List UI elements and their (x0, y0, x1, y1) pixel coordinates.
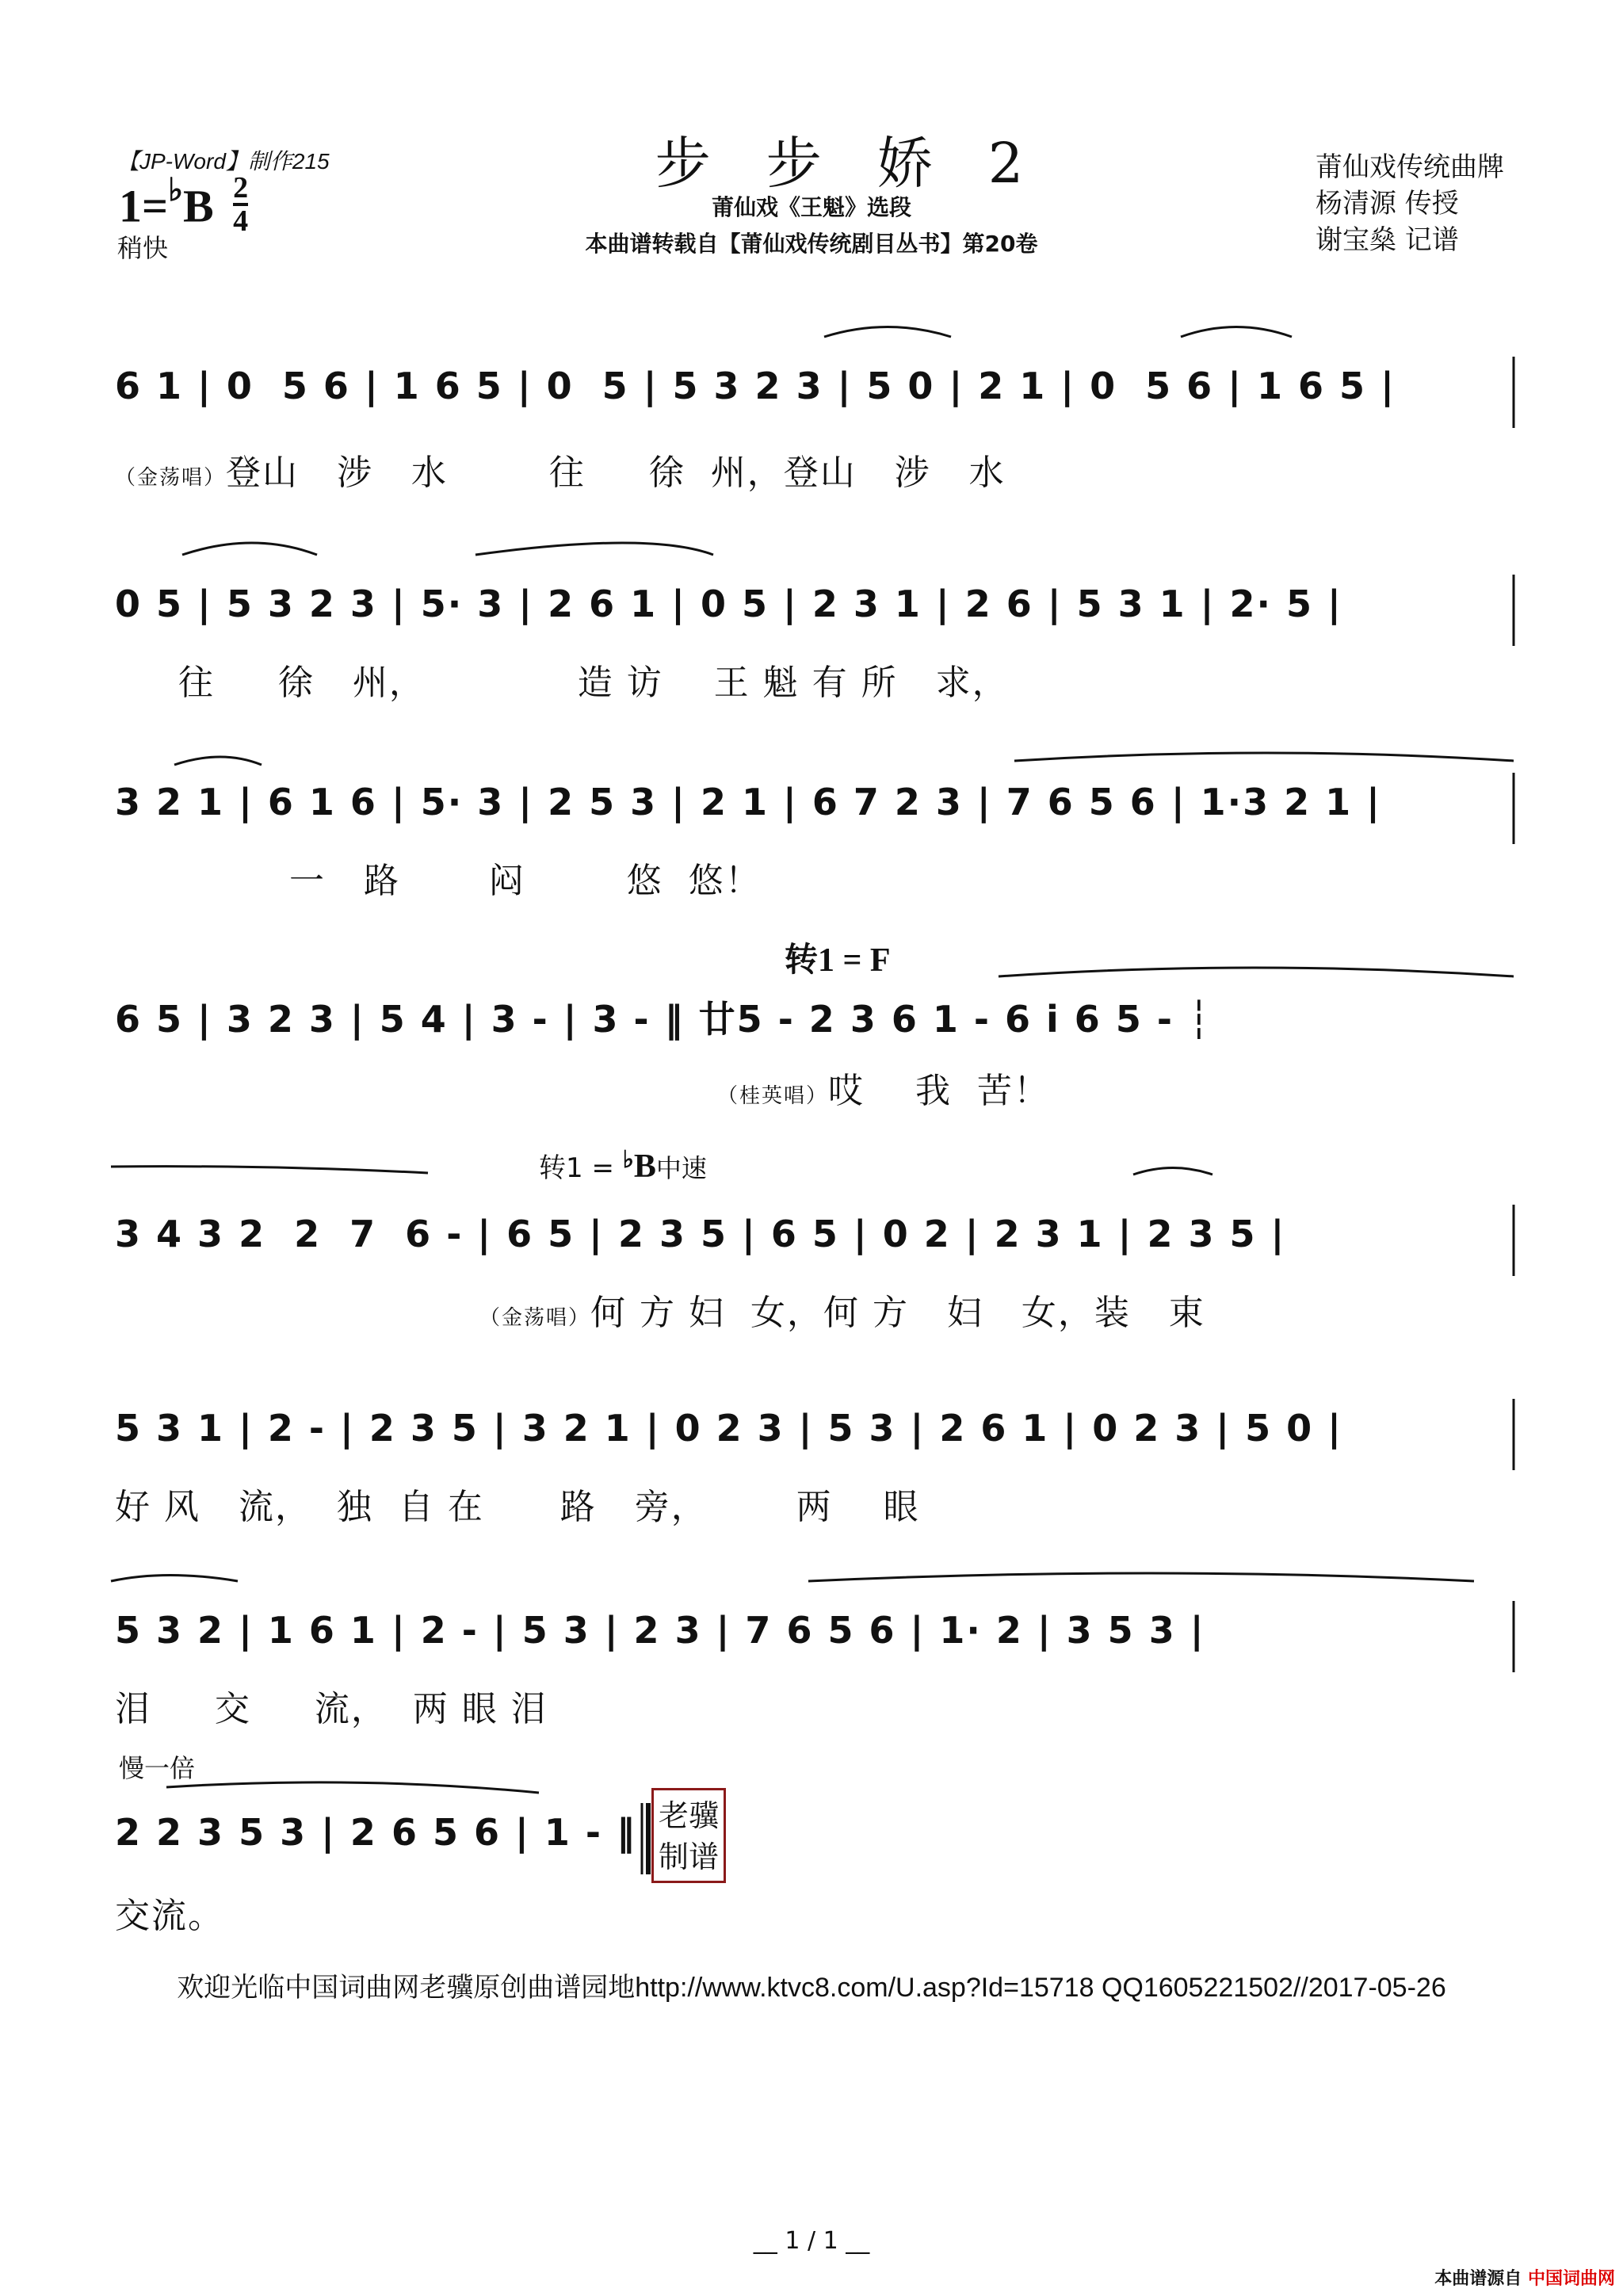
lyrics-text: 哎 我 苦！ (828, 1071, 1050, 1111)
notation-line: 6 1 | 0 5 6 | 1 6 5 | 0 5 | 5 3 2 3 | 5 0 | 2 1 | 0 5 6 | 1 6 5 | (115, 365, 1396, 407)
notation-line: 3 4 3 2 2 7 6 - | 6 5 | 2 3 5 | 6 5 | 0 2 | 2 3 1 | 2 3 5 | (115, 1213, 1286, 1255)
lyrics-text: 好 风 流， 独 自 在 路 旁， 两 眼 (115, 1487, 920, 1527)
source-note: 本曲谱转载自【莆仙戏传统剧目丛书】第20卷 (585, 231, 1038, 257)
flat-sign: ♭ (168, 172, 183, 208)
corner-text: 本曲谱源自 (1434, 2269, 1522, 2289)
notation-line: 3 2 1 | 6 1 6 | 5· 3 | 2 5 3 | 2 1 | 6 7 2 3 | 7 6 5 6 | 1·3 2 1 | (115, 781, 1381, 823)
page-title: 步步娇2 (655, 131, 1079, 196)
lyrics-text: 往 徐 州， 造 访 王 魁 有 所 求， (178, 663, 1009, 703)
notation-line: 5 3 1 | 2 - | 2 3 5 | 3 2 1 | 0 2 3 | 5 3 | 2 6 1 | 0 2 3 | 5 0 | (115, 1407, 1342, 1450)
notation-line: 5 3 2 | 1 6 1 | 2 - | 5 3 | 2 3 | 7 6 5 6 | 1· 2 | 3 5 3 | (115, 1609, 1205, 1652)
singer-label: （金荡唱） (115, 466, 227, 490)
lyrics-text: 泪 交 流， 两 眼 泪 (115, 1689, 548, 1729)
lyrics-text: 交流。 (115, 1896, 224, 1936)
credit-transcriber: 谢宝燊 记谱 (1316, 224, 1459, 256)
tempo-mark: 稍快 (117, 233, 169, 263)
welcome-footer: 欢迎光临中国词曲网老骥原创曲谱园地http://www.ktvc8.com/U.asp?Id=15718 QQ1605221502//2017-05-26 (177, 1973, 1446, 2003)
lyrics-text: 一 路 闷 悠 悠！ (289, 861, 762, 901)
modulation-key-label: 转1 = (539, 1152, 623, 1184)
subtitle: 莆仙戏《王魁》选段 (711, 194, 911, 220)
notation-line: 6 5 | 3 2 3 | 5 4 | 3 - | 3 - ‖ 廿5 - 2 3 6 1 - 6 i 6 5 - ┆ (115, 998, 1212, 1041)
stamp-line-1: 老骥 (658, 1798, 719, 1833)
stamp-line-2: 制谱 (658, 1839, 719, 1874)
notation-line: 0 5 | 5 3 2 3 | 5· 3 | 2 6 1 | 0 5 | 2 3 1 | 2 6 | 5 3 1 | 2· 5 | (115, 583, 1342, 625)
key-label: 1= (119, 180, 169, 232)
singer-label: （桂英唱） (717, 1084, 829, 1108)
modulation-text: 转1 = F (785, 942, 891, 979)
key-note: B (182, 180, 214, 232)
modulation-tempo: 中速 (655, 1153, 707, 1183)
notation-line: 2 2 3 5 3 | 2 6 5 6 | 1 - ‖ (115, 1811, 636, 1854)
slurs (111, 327, 1514, 1794)
time-denominator: 4 (233, 204, 249, 238)
time-numerator: 2 (233, 171, 249, 204)
barlines (642, 357, 1514, 1874)
modulation-key-note: B (633, 1148, 656, 1185)
singer-label: （金荡唱） (479, 1306, 591, 1330)
credit-genre: 莆仙戏传统曲牌 (1316, 151, 1504, 183)
lyrics-text: 何 方 妇 女，何 方 妇 女，装 束 (590, 1293, 1205, 1333)
maker-label: 【JP-Word】制作215 (117, 149, 330, 174)
corner-site: 中国词曲网 (1527, 2269, 1615, 2289)
flat-sign: ♭ (622, 1147, 634, 1173)
tempo-slow-mark: 慢一倍 (119, 1753, 196, 1783)
page-number: __ 1 / 1 __ (753, 2227, 870, 2255)
credit-teacher: 杨清源 传授 (1316, 188, 1459, 220)
lyrics-text: 登山 涉 水 往 徐 州，登山 涉 水 (226, 453, 1006, 493)
